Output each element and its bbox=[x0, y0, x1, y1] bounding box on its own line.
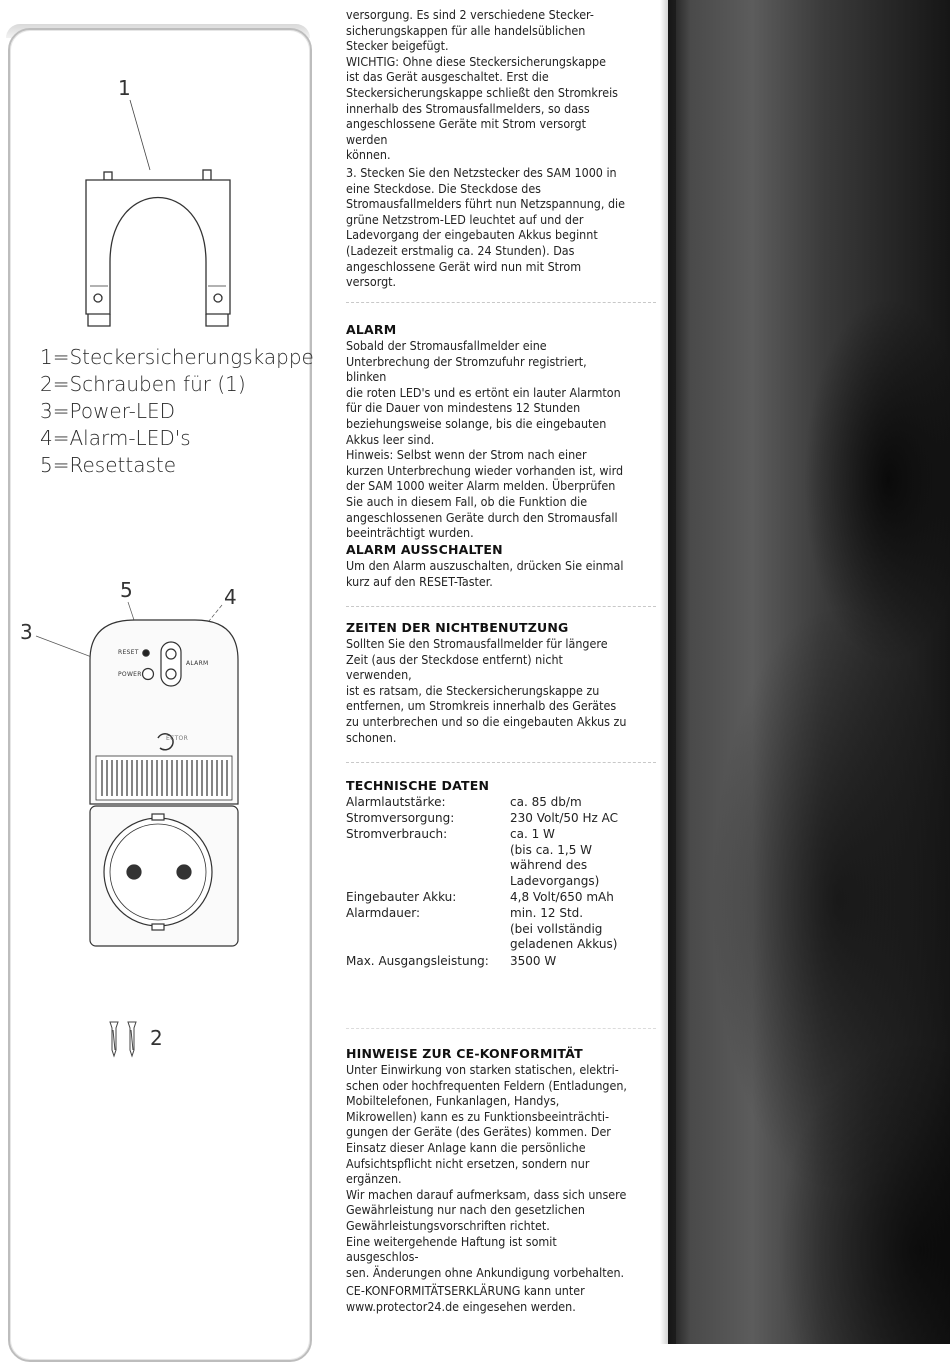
callout-line-1 bbox=[130, 100, 150, 170]
idle-paragraph: Sollten Sie den Stromausfallmelder für längere Zeit (aus der Steckdose entfernt) nicht verwenden, ist es ratsam, die Steckersicherungskappe zu entfernen, um Stromkreis innerhalb des Gerätes zu unterbrechen und so die eingebauten Akkus zu schonen. bbox=[346, 637, 627, 745]
socket-hole-right bbox=[177, 865, 191, 879]
legend-item-power-led: 3=Power-LED bbox=[40, 399, 176, 423]
idle-heading: ZEITEN DER NICHTBENUTZUNG bbox=[346, 620, 569, 635]
section-divider bbox=[346, 302, 656, 303]
ce-declaration: CE-KONFORMITÄTSERKLÄRUNG kann unter www.protector24.de eingesehen werden. bbox=[346, 1284, 585, 1314]
spec-value: 4,8 Volt/650 mAh bbox=[510, 890, 614, 904]
legend-item-screws: 2=Schrauben für (1) bbox=[40, 372, 246, 396]
alarm-paragraph: Sobald der Stromausfallmelder eine Unterbrechung der Stromzufuhr registriert, blinken die roten LED's und es ertönt ein lauter Alarmton für die Dauer von mindestens 12 Stunden beziehungsweise solange, bis die eingebauten Akkus leer sind. Hinweis: Selbst wenn der Strom nach einer kurzen Unterbrechung wieder vorhanden ist, wird der SAM 1000 weiter Alarm melden. Überprüfen Sie auch in diesem Fall, ob die Funktion die angeschlossenen Geräte durch den Stromausfall beeinträchtigt wurden. bbox=[346, 339, 624, 541]
legend-item-reset: 5=Resettaste bbox=[40, 453, 177, 477]
section-divider bbox=[346, 762, 656, 763]
socket-hole-left bbox=[127, 865, 141, 879]
spec-label: Max. Ausgangsleistung: bbox=[346, 954, 489, 968]
alarm-off-paragraph: Um den Alarm auszuschalten, drücken Sie einmal kurz auf den RESET-Taster. bbox=[346, 559, 624, 589]
spec-label: Eingebauter Akku: bbox=[346, 890, 457, 904]
safety-cap-drawing bbox=[86, 170, 230, 326]
ce-paragraph: Unter Einwirkung von starken statischen, elektri- schen oder hochfrequenten Feldern (Entladungen, Mobiltelefonen, Funkanlagen, Handys, Mikrowellen) kann es zu Funktionsbeeinträchti- gungen der Geräte (des Gerätes) kommen. Der Einsatz dieser Anlage kann die persönliche Aufsichtspflicht nicht ersetzen, sondern nur ergänzen. Wir machen darauf aufmerksam, dass sich unsere Gewährleistung nur nach den gesetzlichen Gewährleistungsvorschriften richtet. Eine weitergehende Haftung ist somit ausgeschlos- sen. Änderungen ohne Ankundigung vorbehalten. bbox=[346, 1063, 627, 1280]
callout-5: 5 bbox=[120, 578, 133, 602]
spec-value: 230 Volt/50 Hz AC bbox=[510, 811, 619, 825]
spec-label: Alarmlautstärke: bbox=[346, 795, 446, 809]
alarm-heading: ALARM bbox=[346, 322, 397, 337]
spec-value: min. 12 Std. (bei vollständig geladenen Akkus) bbox=[510, 906, 618, 952]
section-divider bbox=[346, 1028, 656, 1029]
section-divider bbox=[346, 606, 656, 607]
legend-item-cap: 1=Steckersicherungskappe bbox=[40, 345, 314, 369]
spec-label: Stromverbrauch: bbox=[346, 827, 448, 841]
callout-3: 3 bbox=[20, 620, 33, 644]
callout-2: 2 bbox=[150, 1026, 163, 1050]
alarm-led-bottom bbox=[166, 669, 176, 679]
alarm-off-heading: ALARM AUSSCHALTEN bbox=[346, 542, 503, 557]
spec-label: Alarmdauer: bbox=[346, 906, 421, 920]
legend-list bbox=[40, 344, 314, 479]
page-edge-shadow bbox=[660, 0, 676, 1344]
spec-value: ca. 85 db/m bbox=[510, 795, 582, 809]
reset-label: RESET bbox=[118, 649, 139, 656]
alarm-label: ALARM bbox=[186, 660, 209, 667]
spec-value: ca. 1 W (bis ca. 1,5 W während des Ladevorgangs) bbox=[510, 827, 600, 888]
spec-label: Stromversorgung: bbox=[346, 811, 455, 825]
callout-4: 4 bbox=[224, 585, 237, 609]
alarm-led-top bbox=[166, 649, 176, 659]
step-3-paragraph: 3. Stecken Sie den Netzstecker des SAM 1000 in eine Steckdose. Die Steckdose des Stromausfallmelders führt nun Netzspannung, die grüne Netzstrom-LED leuchtet auf und der Ladevorgang der eingebauten Akkus beginnt (Ladezeit erstmalig ca. 24 Stunden). Das angeschlossene Gerät wird nun mit Strom versorgt. bbox=[346, 166, 625, 290]
tech-heading: TECHNISCHE DATEN bbox=[346, 778, 490, 793]
dark-background-strip bbox=[668, 0, 950, 1344]
screws-drawing bbox=[110, 1022, 136, 1056]
legend-item-alarm-leds: 4=Alarm-LED's bbox=[40, 426, 191, 450]
device-illustrations bbox=[0, 0, 330, 1344]
ce-heading: HINWEISE ZUR CE-KONFORMITÄT bbox=[346, 1046, 583, 1061]
socket-drawing bbox=[90, 806, 238, 946]
spec-value: 3500 W bbox=[510, 954, 557, 968]
reset-button-dot bbox=[143, 650, 149, 656]
power-label: POWER bbox=[118, 671, 142, 678]
intro-paragraph: versorgung. Es sind 2 verschiedene Stecker- sicherungskappen für alle handelsüblichen Stecker beigefügt. WICHTIG: Ohne diese Steckersicherungskappe ist das Gerät ausgeschaltet. Erst die Steckersicherungskappe schließt den Stromkreis innerhalb des Stromausfallmelders, so dass angeschlossene Geräte mit Strom versorgt werden können. bbox=[346, 8, 618, 163]
power-led bbox=[143, 669, 154, 680]
brand-label: ECTOR bbox=[166, 735, 189, 742]
callout-1: 1 bbox=[118, 76, 131, 100]
